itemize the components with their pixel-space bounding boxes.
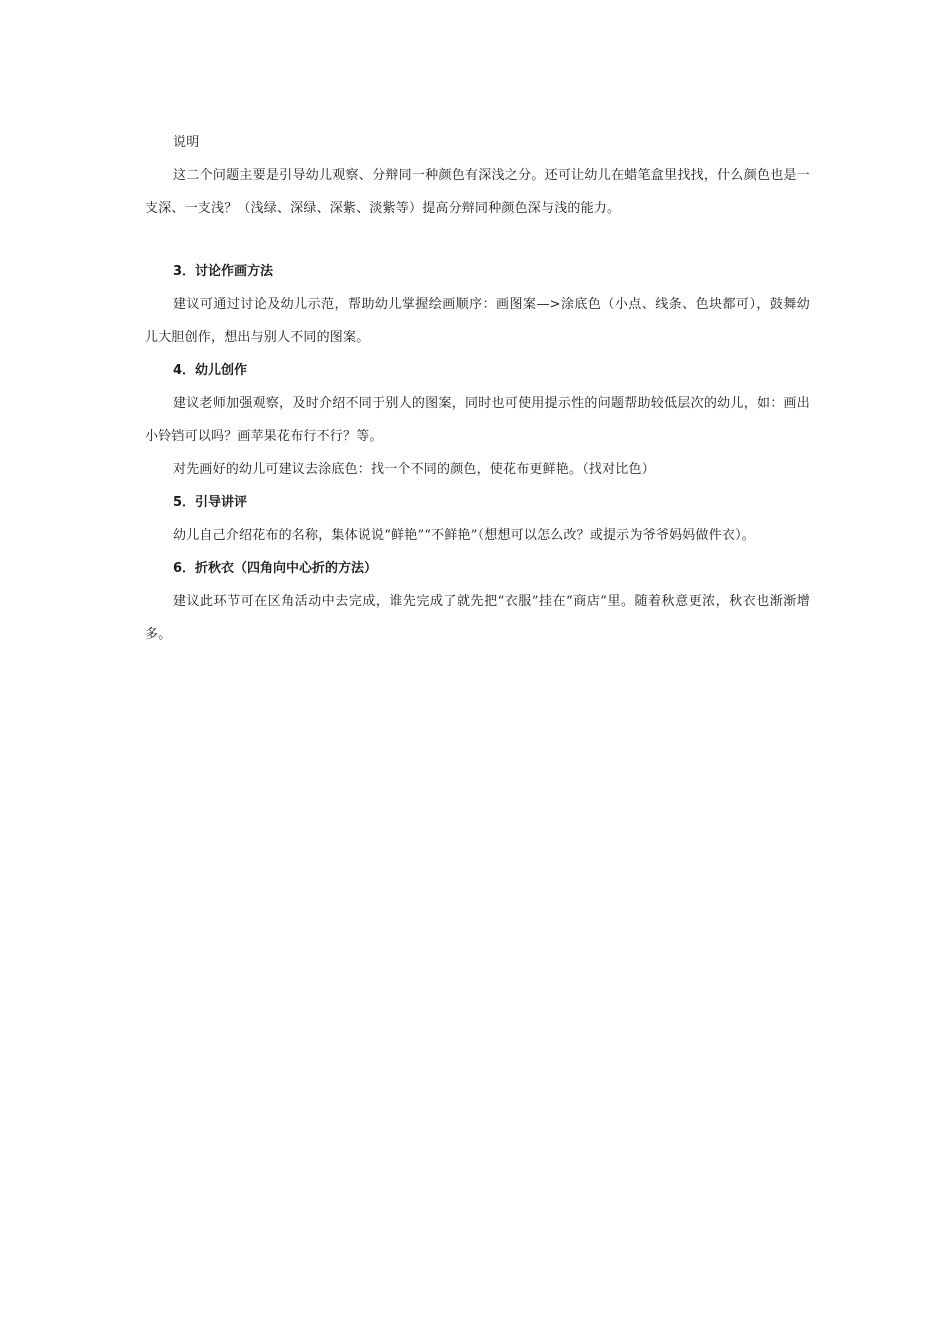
document-body — [145, 126, 810, 651]
section-spacer — [145, 225, 810, 255]
section-paragraph: 建议此环节可在区角活动中去完成，谁先完成了就先把“衣服”挂在“商店”里。随着秋意更浓，秋衣也渐渐增多。 — [145, 594, 810, 642]
section-discuss-method — [145, 255, 810, 354]
section-child-creation — [145, 354, 810, 486]
section-paragraph: 建议老师加强观察，及时介绍不同于别人的图案，同时也可使用提示性的问题帮助较低层次的幼儿，如：画出小铃铛可以吗？画苹果花布行不行？等。 — [145, 396, 810, 444]
section-fold-clothes — [145, 552, 810, 651]
section-heading: 4．幼儿创作 — [173, 363, 248, 378]
explanation-label: 说明 — [173, 135, 200, 150]
section-heading: 6．折秋衣（四角向中心折的方法） — [173, 561, 378, 576]
section-guided-review — [145, 486, 810, 552]
explanation-paragraph: 这二个问题主要是引导幼儿观察、分辩同一种颜色有深浅之分。还可让幼儿在蜡笔盒里找找，什么颜色也是一支深、一支浅？（浅绿、深绿、深紫、淡紫等）提高分辩同种颜色深与浅的能力。 — [145, 168, 810, 216]
section-heading: 5．引导讲评 — [173, 495, 248, 510]
section-heading: 3．讨论作画方法 — [173, 264, 274, 279]
section-paragraph: 幼儿自己介绍花布的名称，集体说说“鲜艳”“不鲜艳”（想想可以怎么改？或提示为爷爷妈妈做件衣）。 — [173, 528, 755, 543]
section-paragraph: 对先画好的幼儿可建议去涂底色：找一个不同的颜色，使花布更鲜艳。（找对比色） — [173, 462, 655, 477]
section-paragraph: 建议可通过讨论及幼儿示范，帮助幼儿掌握绘画顺序：画图案—>涂底色（小点、线条、色块都可），鼓舞幼儿大胆创作，想出与别人不同的图案。 — [145, 297, 810, 345]
